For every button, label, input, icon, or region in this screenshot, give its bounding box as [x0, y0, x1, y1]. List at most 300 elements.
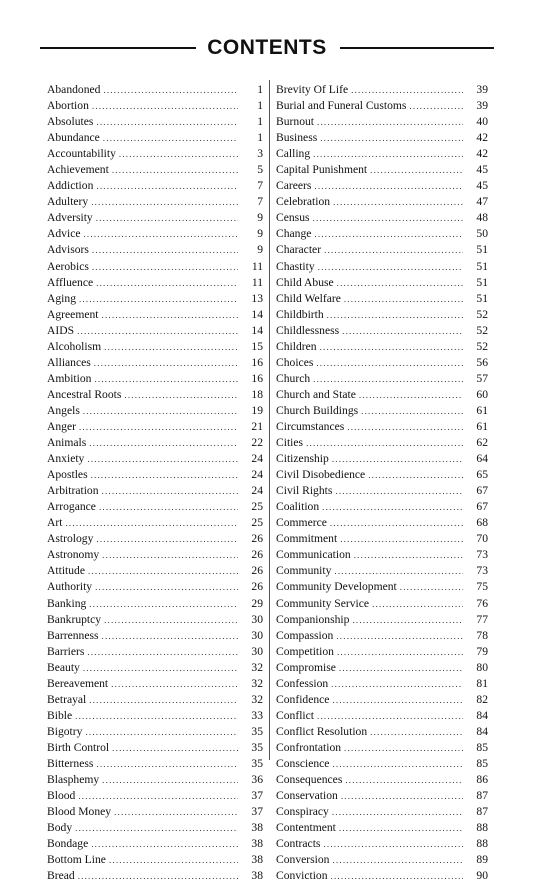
- contents-entry: [276, 387, 488, 403]
- contents-entry: [276, 178, 488, 194]
- entry-page-number: 75: [476, 580, 488, 594]
- contents-entry: [47, 98, 263, 114]
- leader-dots: [317, 708, 463, 724]
- contents-entry: [47, 612, 263, 628]
- contents-entry: [276, 323, 488, 339]
- entry-page-number: 36: [251, 773, 263, 787]
- leader-dots: [89, 435, 238, 451]
- entry-term: Body: [47, 821, 73, 835]
- entry-term: Circumstances: [276, 419, 345, 433]
- entry-page-number: 16: [251, 355, 263, 369]
- leader-dots: [320, 130, 463, 146]
- entry-term: Bondage: [47, 837, 89, 851]
- contents-entry: [276, 130, 488, 146]
- entry-term: Calling: [276, 147, 311, 161]
- entry-term: Celebration: [276, 195, 331, 209]
- contents-entry: [276, 403, 488, 419]
- contents-entry: [276, 756, 488, 772]
- entry-term: Burnout: [276, 115, 315, 129]
- entry-page-number: 84: [476, 724, 488, 738]
- entry-page-number: 1: [257, 131, 263, 145]
- entry-page-number: 51: [476, 259, 488, 273]
- entry-term: Abandoned: [47, 83, 101, 96]
- leader-dots: [92, 242, 238, 258]
- entry-term: Child Welfare: [276, 291, 341, 305]
- entry-term: Civil Rights: [276, 484, 333, 498]
- entry-term: Conviction: [276, 869, 328, 883]
- leader-dots: [351, 82, 463, 98]
- entry-page-number: 26: [251, 580, 263, 594]
- leader-dots: [337, 644, 463, 660]
- leader-dots: [112, 162, 238, 178]
- leader-dots: [102, 307, 238, 323]
- contents-entry: [276, 98, 488, 114]
- contents-entry: [276, 499, 488, 515]
- contents-entry: [47, 483, 263, 499]
- contents-entry: [276, 259, 488, 275]
- entry-page-number: 35: [251, 740, 263, 754]
- entry-page-number: 24: [251, 484, 263, 498]
- entry-term: Conversion: [276, 853, 330, 867]
- leader-dots: [344, 740, 463, 756]
- entry-term: Confrontation: [276, 740, 342, 754]
- entry-page-number: 26: [251, 532, 263, 546]
- leader-dots: [92, 98, 238, 114]
- leader-dots: [330, 515, 463, 531]
- leader-dots: [75, 820, 238, 836]
- entry-term: Barrenness: [47, 628, 99, 642]
- leader-dots: [332, 852, 463, 868]
- contents-entry: [47, 579, 263, 595]
- contents-entry: [276, 451, 488, 467]
- entry-page-number: 52: [476, 323, 488, 337]
- leader-dots: [331, 676, 463, 692]
- entry-term: Community: [276, 564, 332, 578]
- entry-term: Bereavement: [47, 676, 109, 690]
- entry-term: Change: [276, 227, 312, 241]
- contents-entry: [47, 82, 263, 98]
- entry-page-number: 73: [476, 548, 488, 562]
- contents-entry: [47, 242, 263, 258]
- entry-term: Conflict: [276, 708, 314, 722]
- entry-page-number: 88: [476, 821, 488, 835]
- entry-page-number: 79: [476, 644, 488, 658]
- contents-entry: [276, 676, 488, 692]
- entry-term: Coalition: [276, 500, 320, 514]
- leader-dots: [104, 612, 238, 628]
- entry-page-number: 9: [257, 243, 263, 257]
- contents-entry: [47, 724, 263, 740]
- leader-dots: [111, 676, 238, 692]
- contents-entry: [276, 419, 488, 435]
- entry-term: Children: [276, 339, 317, 353]
- contents-entry: [47, 146, 263, 162]
- leader-dots: [314, 178, 463, 194]
- leader-dots: [94, 371, 238, 387]
- entry-page-number: 39: [476, 99, 488, 113]
- entry-term: Bread: [47, 869, 75, 883]
- entry-page-number: 85: [476, 756, 488, 770]
- contents-entry: [276, 579, 488, 595]
- leader-dots: [102, 772, 238, 788]
- entry-page-number: 25: [251, 500, 263, 514]
- contents-entry: [276, 804, 488, 820]
- leader-dots: [313, 146, 463, 162]
- entry-term: AIDS: [47, 323, 75, 337]
- leader-dots: [96, 275, 238, 291]
- contents-entry: [47, 676, 263, 692]
- contents-entry: [47, 820, 263, 836]
- entry-page-number: 87: [476, 805, 488, 819]
- contents-entry: [47, 226, 263, 242]
- leader-dots: [89, 692, 238, 708]
- entry-page-number: 39: [476, 83, 488, 96]
- contents-entry: [47, 596, 263, 612]
- leader-dots: [370, 724, 463, 740]
- contents-entry: [47, 804, 263, 820]
- leader-dots: [339, 660, 463, 676]
- contents-entry: [276, 339, 488, 355]
- leader-dots: [104, 339, 238, 355]
- entry-page-number: 16: [251, 371, 263, 385]
- contents-entry: [47, 692, 263, 708]
- entry-term: Contentment: [276, 821, 336, 835]
- entry-term: Anger: [47, 419, 76, 433]
- contents-entry: [276, 660, 488, 676]
- entry-page-number: 81: [476, 676, 488, 690]
- entry-term: Accountability: [47, 147, 116, 161]
- entry-term: Census: [276, 211, 310, 225]
- entry-term: Authority: [47, 580, 93, 594]
- entry-page-number: 86: [476, 773, 488, 787]
- leader-dots: [332, 692, 463, 708]
- contents-entry: [47, 531, 263, 547]
- leader-dots: [99, 499, 238, 515]
- entry-page-number: 73: [476, 564, 488, 578]
- entry-page-number: 26: [251, 564, 263, 578]
- entry-page-number: 11: [251, 275, 263, 289]
- contents-entry: [47, 291, 263, 307]
- leader-dots: [347, 419, 463, 435]
- entry-page-number: 7: [257, 179, 263, 193]
- leader-dots: [339, 820, 463, 836]
- contents-entry: [47, 515, 263, 531]
- contents-entry: [47, 307, 263, 323]
- contents-entry: [47, 387, 263, 403]
- contents-entry: [276, 547, 488, 563]
- entry-term: Church Buildings: [276, 403, 359, 417]
- entry-page-number: 37: [251, 805, 263, 819]
- leader-dots: [95, 579, 238, 595]
- leader-dots: [94, 355, 238, 371]
- entry-term: Conservation: [276, 789, 338, 803]
- contents-entry: [276, 82, 488, 98]
- leader-dots: [342, 323, 463, 339]
- contents-entry: [276, 772, 488, 788]
- entry-term: Companionship: [276, 612, 350, 626]
- leader-dots: [320, 339, 463, 355]
- entry-term: Conscience: [276, 756, 330, 770]
- entry-page-number: 42: [476, 147, 488, 161]
- leader-dots: [102, 628, 238, 644]
- entry-term: Astronomy: [47, 548, 100, 562]
- entry-page-number: 52: [476, 307, 488, 321]
- contents-entry: [276, 355, 488, 371]
- contents-entry: [47, 563, 263, 579]
- entry-page-number: 84: [476, 708, 488, 722]
- entry-page-number: 47: [476, 195, 488, 209]
- contents-entry: [47, 194, 263, 210]
- entry-page-number: 76: [476, 596, 488, 610]
- entry-term: Confession: [276, 676, 329, 690]
- entry-term: Commitment: [276, 532, 338, 546]
- contents-header: [40, 35, 494, 61]
- entry-term: Citizenship: [276, 452, 329, 466]
- contents-entry: [47, 740, 263, 756]
- contents-entry: [47, 467, 263, 483]
- contents-entry: [47, 788, 263, 804]
- entry-term: Civil Disobedience: [276, 468, 366, 482]
- entry-page-number: 50: [476, 227, 488, 241]
- entry-page-number: 24: [251, 452, 263, 466]
- contents-entry: [276, 531, 488, 547]
- entry-term: Abortion: [47, 99, 89, 113]
- contents-entry: [276, 194, 488, 210]
- leader-dots: [318, 259, 463, 275]
- contents-entry: [276, 852, 488, 868]
- contents-entry: [47, 130, 263, 146]
- entry-term: Betrayal: [47, 692, 87, 706]
- entry-page-number: 38: [251, 869, 263, 883]
- leader-dots: [306, 435, 463, 451]
- entry-page-number: 51: [476, 275, 488, 289]
- leader-dots: [102, 547, 238, 563]
- entry-page-number: 88: [476, 837, 488, 851]
- leader-dots: [96, 531, 238, 547]
- contents-entry: [47, 162, 263, 178]
- contents-entry: [276, 210, 488, 226]
- contents-entry: [47, 868, 263, 884]
- leader-dots: [316, 355, 463, 371]
- leader-dots: [78, 868, 238, 884]
- leader-dots: [340, 531, 463, 547]
- entry-term: Bankruptcy: [47, 612, 102, 626]
- leader-dots: [372, 596, 463, 612]
- entry-term: Astrology: [47, 532, 94, 546]
- entry-page-number: 30: [251, 628, 263, 642]
- contents-entry: [276, 515, 488, 531]
- entry-term: Brevity Of Life: [276, 83, 349, 96]
- contents-entry: [276, 467, 488, 483]
- entry-page-number: 30: [251, 612, 263, 626]
- contents-entry: [276, 820, 488, 836]
- entry-term: Bigotry: [47, 724, 83, 738]
- leader-dots: [103, 82, 238, 98]
- leader-dots: [91, 194, 238, 210]
- entry-term: Advisors: [47, 243, 89, 257]
- leader-dots: [87, 644, 238, 660]
- contents-entry: [276, 242, 488, 258]
- entry-page-number: 85: [476, 740, 488, 754]
- entry-term: Agreement: [47, 307, 99, 321]
- contents-entry: [276, 291, 488, 307]
- entry-term: Alcoholism: [47, 339, 102, 353]
- leader-dots: [91, 836, 238, 852]
- entry-term: Business: [276, 131, 318, 145]
- leader-dots: [331, 868, 463, 884]
- leader-dots: [335, 483, 463, 499]
- entry-term: Compromise: [276, 660, 336, 674]
- entry-page-number: 65: [476, 468, 488, 482]
- entry-term: Anxiety: [47, 452, 85, 466]
- entry-term: Affluence: [47, 275, 94, 289]
- entry-page-number: 7: [257, 195, 263, 209]
- contents-entry: [276, 146, 488, 162]
- entry-term: Absolutes: [47, 115, 94, 129]
- leader-dots: [336, 628, 463, 644]
- entry-page-number: 51: [476, 243, 488, 257]
- contents-entry: [276, 435, 488, 451]
- entry-page-number: 89: [476, 853, 488, 867]
- entry-page-number: 33: [251, 708, 263, 722]
- entry-page-number: 26: [251, 548, 263, 562]
- leader-dots: [314, 226, 463, 242]
- entry-page-number: 11: [251, 259, 263, 273]
- entry-term: Ambition: [47, 371, 92, 385]
- leader-dots: [79, 419, 238, 435]
- contents-entry: [276, 708, 488, 724]
- leader-dots: [337, 275, 463, 291]
- leader-dots: [352, 612, 463, 628]
- contents-entry: [47, 644, 263, 660]
- entry-term: Ancestral Roots: [47, 387, 122, 401]
- leader-dots: [91, 467, 238, 483]
- contents-entry: [47, 275, 263, 291]
- contents-entry: [47, 323, 263, 339]
- entry-term: Childlessness: [276, 323, 340, 337]
- entry-term: Abundance: [47, 131, 100, 145]
- entry-term: Choices: [276, 355, 314, 369]
- entry-term: Addiction: [47, 179, 94, 193]
- contents-entry: [276, 644, 488, 660]
- leader-dots: [354, 547, 463, 563]
- entry-page-number: 61: [476, 403, 488, 417]
- contents-entry: [276, 724, 488, 740]
- entry-term: Communication: [276, 548, 351, 562]
- leader-dots: [409, 98, 463, 114]
- page-title: CONTENTS: [207, 36, 327, 59]
- entry-page-number: 64: [476, 452, 488, 466]
- leader-dots: [88, 563, 238, 579]
- leader-dots: [119, 146, 238, 162]
- leader-dots: [327, 307, 463, 323]
- entry-page-number: 48: [476, 211, 488, 225]
- leader-dots: [334, 563, 463, 579]
- entry-term: Careers: [276, 179, 312, 193]
- entry-page-number: 1: [257, 83, 263, 96]
- entry-term: Contracts: [276, 837, 321, 851]
- contents-entry: [47, 756, 263, 772]
- contents-entry: [276, 162, 488, 178]
- entry-term: Aging: [47, 291, 76, 305]
- entry-term: Arbitration: [47, 484, 99, 498]
- entry-page-number: 38: [251, 821, 263, 835]
- entry-page-number: 56: [476, 355, 488, 369]
- leader-dots: [345, 772, 463, 788]
- entry-term: Childbirth: [276, 307, 324, 321]
- header-rule-right: [340, 47, 494, 49]
- contents-entry: [276, 596, 488, 612]
- leader-dots: [370, 162, 463, 178]
- leader-dots: [102, 483, 238, 499]
- leader-dots: [400, 579, 463, 595]
- entry-page-number: 42: [476, 131, 488, 145]
- entry-term: Burial and Funeral Customs: [276, 99, 407, 113]
- leader-dots: [368, 467, 463, 483]
- entry-term: Blood Money: [47, 805, 112, 819]
- entry-term: Bottom Line: [47, 853, 106, 867]
- leader-dots: [317, 114, 463, 130]
- entry-page-number: 9: [257, 227, 263, 241]
- entry-term: Compassion: [276, 628, 334, 642]
- entry-term: Adversity: [47, 211, 93, 225]
- entry-page-number: 30: [251, 644, 263, 658]
- entry-term: Birth Control: [47, 740, 110, 754]
- entry-page-number: 25: [251, 516, 263, 530]
- leader-dots: [77, 323, 238, 339]
- contents-entry: [47, 852, 263, 868]
- contents-entry: [47, 114, 263, 130]
- entry-term: Conflict Resolution: [276, 724, 368, 738]
- entry-page-number: 32: [251, 676, 263, 690]
- entry-term: Confidence: [276, 692, 330, 706]
- leader-dots: [96, 114, 238, 130]
- entry-page-number: 32: [251, 660, 263, 674]
- entry-page-number: 1: [257, 99, 263, 113]
- leader-dots: [79, 291, 238, 307]
- entry-term: Bible: [47, 708, 73, 722]
- entry-page-number: 67: [476, 500, 488, 514]
- entry-term: Achievement: [47, 163, 109, 177]
- entry-term: Community Development: [276, 580, 397, 594]
- contents-entry: [276, 371, 488, 387]
- contents-entry: [47, 403, 263, 419]
- contents-entry: [47, 339, 263, 355]
- contents-entry: [47, 499, 263, 515]
- entry-term: Angels: [47, 403, 80, 417]
- entry-term: Blood: [47, 789, 76, 803]
- contents-entry: [276, 275, 488, 291]
- leader-dots: [359, 387, 463, 403]
- entry-page-number: 21: [251, 419, 263, 433]
- entry-page-number: 13: [251, 291, 263, 305]
- leader-dots: [96, 210, 238, 226]
- leader-dots: [89, 596, 238, 612]
- entry-page-number: 82: [476, 692, 488, 706]
- entry-term: Aerobics: [47, 259, 89, 273]
- entry-page-number: 40: [476, 115, 488, 129]
- contents-entry: [47, 178, 263, 194]
- contents-entry: [47, 836, 263, 852]
- leader-dots: [83, 226, 238, 242]
- entry-page-number: 32: [251, 692, 263, 706]
- entry-term: Community Service: [276, 596, 370, 610]
- entry-term: Adultery: [47, 195, 89, 209]
- entry-page-number: 60: [476, 387, 488, 401]
- contents-entry: [47, 419, 263, 435]
- contents-entry: [276, 114, 488, 130]
- leader-dots: [361, 403, 463, 419]
